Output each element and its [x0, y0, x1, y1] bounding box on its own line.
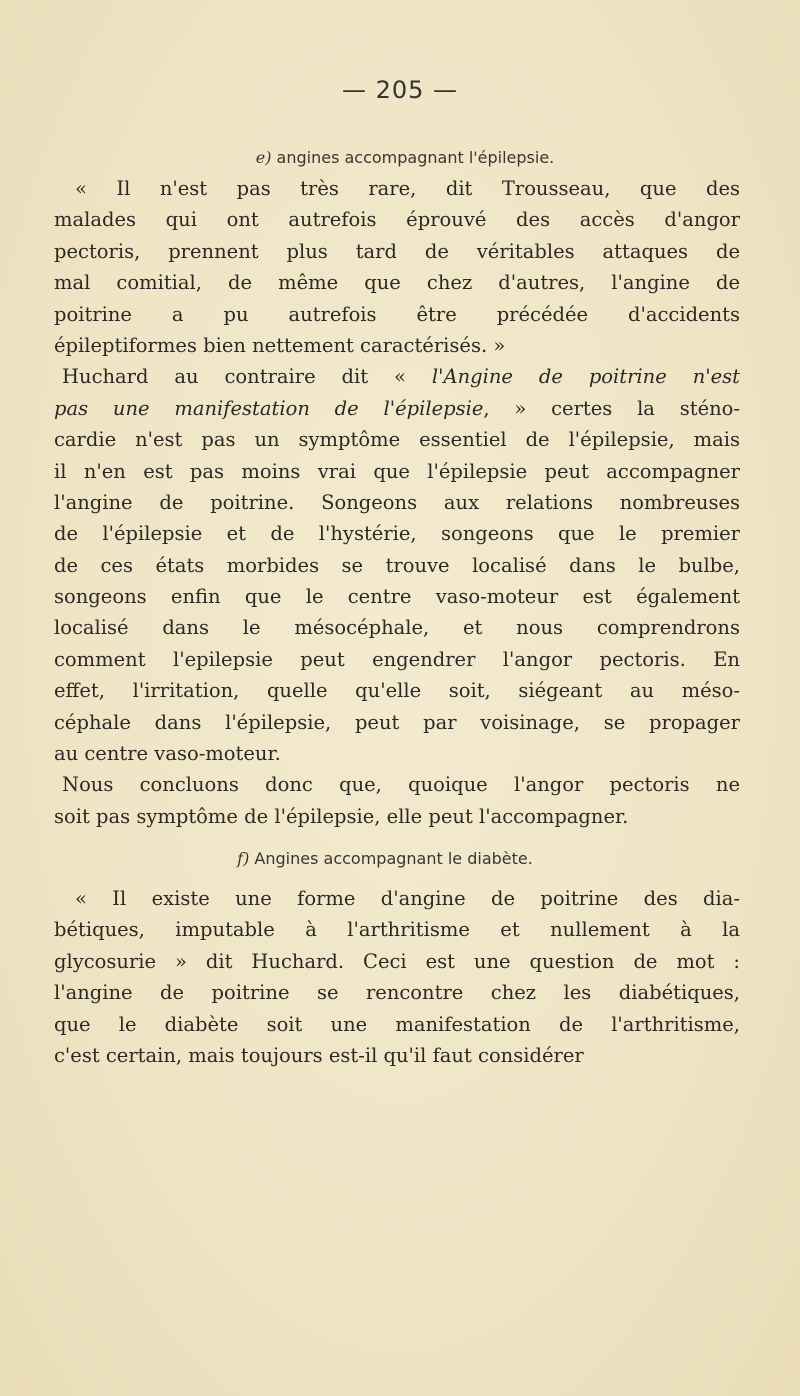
text-line: effet, l'irritation, quelle qu'elle soit, siégeant au méso- [54, 679, 740, 703]
text-line: céphale dans l'épilepsie, peut par voisinage, se propager [54, 710, 740, 734]
text-line: songeons enfin que le centre vaso-moteur est également [54, 585, 740, 609]
section-heading-f [0, 849, 750, 868]
text-line: soit pas symptôme de l'épilepsie, elle peut l'accompagner. [54, 804, 629, 828]
text-line: de l'épilepsie et de l'hystérie, songeons que le premier [54, 522, 740, 546]
text-line: glycosurie » dit Huchard. Ceci est une question de mot : [54, 949, 740, 973]
text-line: mal comitial, de même que chez d'autres, l'angine de [54, 271, 740, 295]
section-e-body [54, 173, 740, 832]
text-line: Nous concluons donc que, quoique l'angor pectoris ne [62, 773, 740, 797]
text-line: de ces états morbides se trouve localisé dans le bulbe, [54, 553, 740, 577]
text-line: au centre vaso-moteur. [54, 742, 281, 766]
section-title: angines accompagnant l'épilepsie. [276, 148, 555, 167]
text-line: l'angine de poitrine se rencontre chez les diabétiques, [54, 981, 740, 1005]
text-line: épileptiformes bien nettement caractérisés. » [54, 333, 506, 357]
text-line: bétiques, imputable à l'arthritisme et nullement à la [54, 918, 740, 942]
section-heading-e [0, 148, 770, 167]
text-line: poitrine a pu autrefois être précédée d'accidents [54, 302, 740, 326]
section-letter: f) [237, 849, 250, 868]
text-line: malades qui ont autrefois éprouvé des accès d'angor [54, 208, 740, 232]
page-number: — 205 — [341, 76, 459, 104]
text-line: l'angine de poitrine. Songeons aux relations nombreuses [54, 490, 740, 514]
italic-quote: l'Angine de poitrine n'est [431, 365, 740, 389]
text-line: que le diabète soit une manifestation de l'arthritisme, [54, 1012, 740, 1036]
italic-quote: pas une manifestation de l'épilepsie [54, 396, 484, 420]
text-line: localisé dans le mésocéphale, et nous comprendrons [54, 616, 740, 640]
text-line: « Il n'est pas très rare, dit Trousseau, que des [75, 177, 740, 200]
huchard-line-continued [54, 393, 740, 424]
text-line: « Il existe une forme d'angine de poitrine des dia- [75, 887, 740, 910]
text-line: c'est certain, mais toujours est-il qu'il faut considérer [54, 1043, 584, 1067]
section-f-body [54, 883, 740, 1071]
text-line: il n'en est pas moins vrai que l'épilepsie peut accompagner [54, 459, 740, 483]
text-fragment: Huchard au contraire dit « [62, 365, 406, 389]
section-title: Angines accompagnant le diabète. [254, 849, 533, 868]
huchard-line [54, 361, 740, 392]
text-fragment: , » certes la sténo- [483, 396, 740, 420]
section-letter: e) [255, 148, 272, 167]
text-line: pectoris, prennent plus tard de véritables attaques de [54, 239, 740, 263]
text-line: cardie n'est pas un symptôme essentiel de l'épilepsie, mais [54, 428, 740, 452]
text-line: comment l'epilepsie peut engendrer l'angor pectoris. En [54, 647, 740, 671]
